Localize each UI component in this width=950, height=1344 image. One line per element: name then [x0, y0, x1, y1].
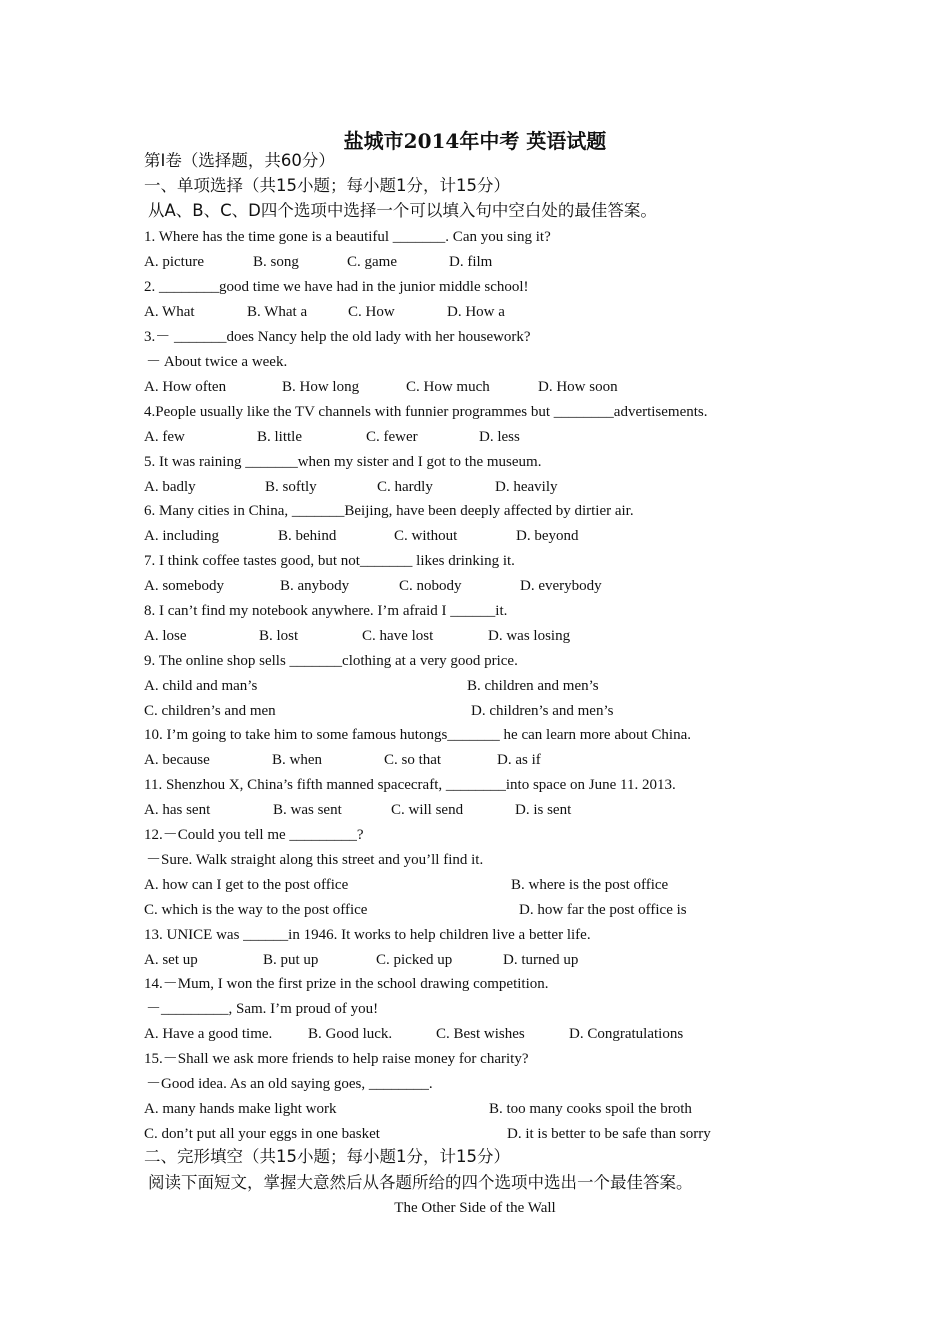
option-c: C. game [347, 254, 397, 270]
option-c: C. don’t put all your eggs in one basket [144, 1126, 380, 1142]
option-a: A. child and man’s [144, 678, 258, 694]
question-stem: 8. I can’t find my notebook anywhere. I’m afraid I ______it. [144, 603, 508, 619]
option-a: A. set up [144, 952, 198, 968]
option-c: C. which is the way to the post office [144, 902, 368, 918]
question-stem-reply: －_________, Sam. I’m proud of you! [146, 1001, 379, 1017]
option-a: A. What [144, 304, 195, 320]
option-d: D. it is better to be safe than sorry [507, 1126, 711, 1142]
option-a: A. How often [144, 379, 227, 395]
question-stem-reply: － About twice a week. [146, 354, 288, 370]
option-d: D. as if [497, 752, 541, 768]
option-b: B. put up [263, 952, 319, 968]
question-stem: 4.People usually like the TV channels with funnier programmes but ________advertisements. [144, 404, 708, 420]
exam-title: 盐城市2014年中考 英语试题 [343, 129, 607, 153]
option-d: D. is sent [515, 802, 572, 818]
option-d: D. how far the post office is [519, 902, 687, 918]
question-stem: 14.－Mum, I won the first prize in the school drawing competition. [144, 976, 549, 992]
section-heading: 二、完形填空（共15小题；每小题1分，计15分） [144, 1147, 510, 1166]
option-a: A. because [144, 752, 210, 768]
option-c: C. will send [391, 802, 464, 818]
option-b: B. behind [278, 528, 337, 544]
option-b: B. anybody [280, 578, 350, 594]
option-b: B. little [257, 429, 302, 445]
section-heading: 一、单项选择（共15小题；每小题1分，计15分） [144, 176, 510, 195]
option-c: C. How [348, 304, 395, 320]
section-instruction: 阅读下面短文，掌握大意然后从各题所给的四个选项中选出一个最佳答案。 [148, 1173, 693, 1192]
option-a: A. badly [144, 479, 196, 495]
option-b: B. where is the post office [511, 877, 669, 893]
option-a: A. somebody [144, 578, 224, 594]
question-stem: 7. I think coffee tastes good, but not_______ likes drinking it. [144, 553, 515, 569]
passage-title: The Other Side of the Wall [394, 1200, 556, 1216]
option-b: B. softly [265, 479, 317, 495]
option-c: C. nobody [399, 578, 462, 594]
option-b: B. when [272, 752, 322, 768]
option-b: B. children and men’s [467, 678, 599, 694]
option-c: C. children’s and men [144, 703, 276, 719]
option-a: A. picture [144, 254, 204, 270]
option-a: A. lose [144, 628, 187, 644]
option-c: C. without [394, 528, 458, 544]
option-b: B. How long [282, 379, 360, 395]
option-c: C. picked up [376, 952, 453, 968]
question-stem: 6. Many cities in China, _______Beijing, have been deeply affected by dirtier air. [144, 503, 634, 519]
option-d: D. beyond [516, 528, 579, 544]
question-stem: 1. Where has the time gone is a beautiful _______. Can you sing it? [144, 229, 551, 245]
question-stem: 2. ________good time we have had in the junior middle school! [144, 279, 529, 295]
part-heading: 第Ⅰ卷（选择题，共60分） [144, 151, 335, 170]
option-a: A. many hands make light work [144, 1101, 337, 1117]
question-stem: 15.－Shall we ask more friends to help raise money for charity? [144, 1051, 529, 1067]
question-stem-reply: －Sure. Walk straight along this street and you’ll find it. [146, 852, 484, 868]
section-instruction: 从A、B、C、D四个选项中选择一个可以填入句中空白处的最佳答案。 [148, 201, 657, 220]
question-stem: 12.－Could you tell me _________? [144, 827, 364, 843]
option-b: B. Good luck. [308, 1026, 393, 1042]
option-d: D. less [479, 429, 520, 445]
question-stem-reply: －Good idea. As an old saying goes, ________. [146, 1076, 433, 1092]
question-stem: 10. I’m going to take him to some famous hutongs_______ he can learn more about China. [144, 727, 691, 743]
option-d: D. film [449, 254, 493, 270]
option-d: D. How a [447, 304, 505, 320]
option-d: D. How soon [538, 379, 618, 395]
option-a: A. few [144, 429, 185, 445]
option-d: D. everybody [520, 578, 602, 594]
option-c: C. Best wishes [436, 1026, 525, 1042]
question-stem: 11. Shenzhou X, China’s fifth manned spacecraft, ________into space on June 11. 2013. [144, 777, 676, 793]
option-c: C. fewer [366, 429, 418, 445]
option-c: C. How much [406, 379, 490, 395]
question-stem: 13. UNICE was ______in 1946. It works to help children live a better life. [144, 927, 591, 943]
option-d: D. turned up [503, 952, 579, 968]
option-b: B. too many cooks spoil the broth [489, 1101, 692, 1117]
option-d: D. was losing [488, 628, 571, 644]
option-b: B. song [253, 254, 299, 270]
option-c: C. so that [384, 752, 442, 768]
option-c: C. hardly [377, 479, 433, 495]
option-b: B. What a [247, 304, 308, 320]
question-stem: 5. It was raining _______when my sister and I got to the museum. [144, 454, 542, 470]
question-stem: 9. The online shop sells _______clothing at a very good price. [144, 653, 518, 669]
option-a: A. Have a good time. [144, 1026, 273, 1042]
option-d: D. children’s and men’s [471, 703, 614, 719]
option-b: B. lost [259, 628, 299, 644]
option-b: B. was sent [273, 802, 342, 818]
option-a: A. including [144, 528, 219, 544]
option-a: A. how can I get to the post office [144, 877, 349, 893]
option-d: D. heavily [495, 479, 558, 495]
option-d: D. Congratulations [569, 1026, 684, 1042]
option-a: A. has sent [144, 802, 211, 818]
question-stem: 3.－ _______does Nancy help the old lady with her housework? [144, 329, 531, 345]
option-c: C. have lost [362, 628, 434, 644]
